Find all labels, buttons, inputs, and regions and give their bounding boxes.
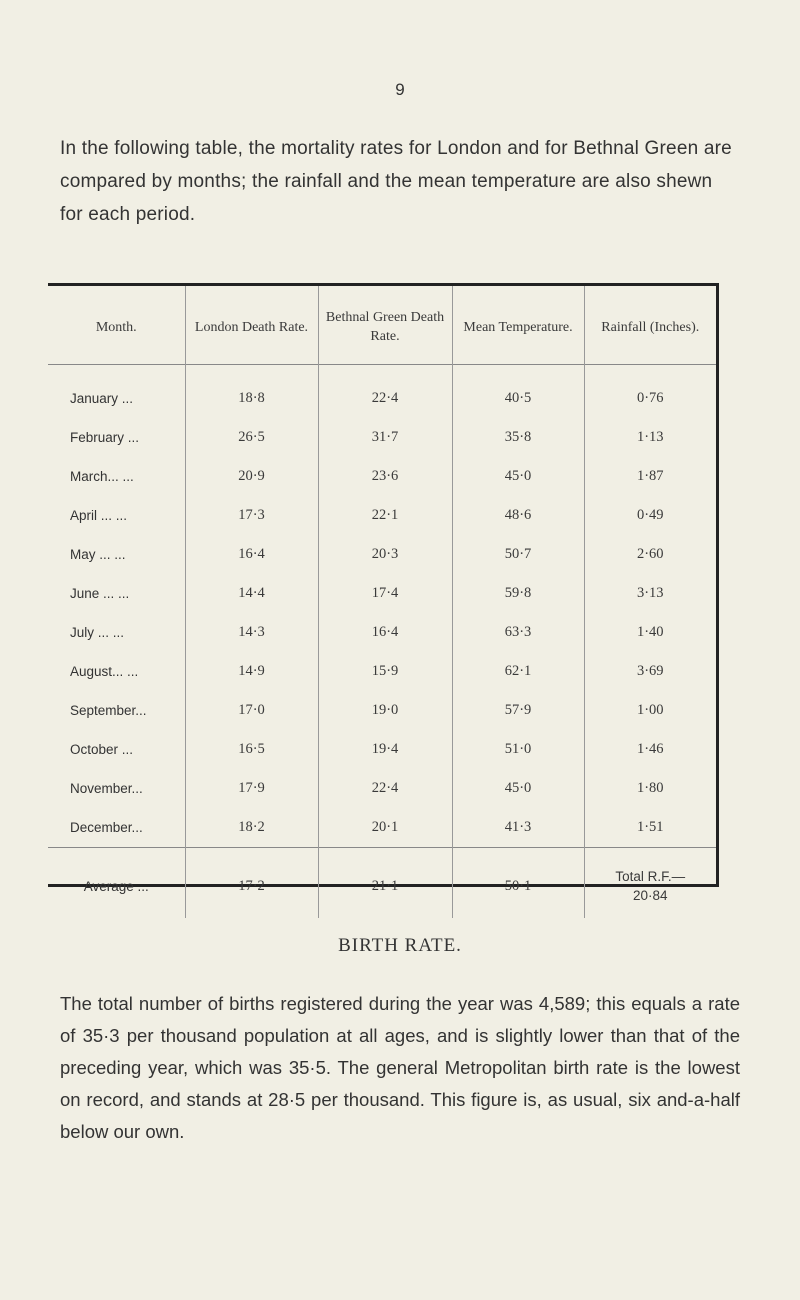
table-row (48, 691, 716, 730)
month-cell: February ... (70, 430, 140, 445)
rainfall-cell: 0·49 (584, 496, 716, 535)
bethnal-green-rate-cell: 23·6 (318, 457, 452, 496)
month-cell: September... (70, 703, 147, 718)
table-row (48, 457, 716, 496)
london-rate-cell: 18·2 (185, 808, 318, 848)
total-rainfall-value: 20·84 (632, 888, 668, 903)
average-label: Average ... (83, 878, 149, 894)
bethnal-green-rate-cell: 22·1 (318, 496, 452, 535)
temperature-cell: 45·0 (452, 457, 584, 496)
page-number: 9 (395, 80, 405, 99)
month-cell: August... ... (70, 664, 139, 679)
rainfall-cell: 1·80 (584, 769, 716, 808)
bethnal-green-rate-cell: 19·0 (318, 691, 452, 730)
intro-paragraph: In the following table, the mortality rates for London and for Bethnal Green are compared by months; the rainfall and the mean temperature are also shewn for each period. (60, 138, 732, 225)
bethnal-green-rate-cell: 19·4 (318, 730, 452, 769)
mortality-table-frame (48, 283, 719, 903)
rainfall-cell: 1·46 (584, 730, 716, 769)
average-temperature: 50·1 (452, 848, 584, 919)
month-cell: October ... (70, 742, 134, 757)
london-rate-cell: 26·5 (185, 418, 318, 457)
bethnal-green-rate-cell: 20·1 (318, 808, 452, 848)
rainfall-cell: 3·69 (584, 652, 716, 691)
rainfall-cell: 1·40 (584, 613, 716, 652)
bethnal-green-rate-cell: 20·3 (318, 535, 452, 574)
table-row (48, 535, 716, 574)
rainfall-cell: 1·51 (584, 808, 716, 848)
london-rate-cell: 14·9 (185, 652, 318, 691)
table-row (48, 613, 716, 652)
total-rainfall-label: Total R.F.— (615, 869, 686, 884)
bethnal-green-rate-cell: 31·7 (318, 418, 452, 457)
rainfall-cell: 3·13 (584, 574, 716, 613)
london-rate-cell: 16·5 (185, 730, 318, 769)
birth-rate-paragraph: The total number of births registered during the year was 4,589; this equals a rate of 35·3 per thousand population at all ages, and is slightly lower than that of the preceding year, which was 35·5. The general Metropolitan birth rate is the lowest on record, and stands at 28·5 per thousand. This figure is, as usual, six and-a-half below our own. (60, 993, 740, 1142)
table-row (48, 496, 716, 535)
london-rate-cell: 18·8 (185, 365, 318, 419)
london-rate-cell: 14·3 (185, 613, 318, 652)
header-london-death-rate: London Death Rate. (185, 286, 318, 365)
temperature-cell: 57·9 (452, 691, 584, 730)
table-row (48, 730, 716, 769)
temperature-cell: 59·8 (452, 574, 584, 613)
bethnal-green-rate-cell: 17·4 (318, 574, 452, 613)
temperature-cell: 48·6 (452, 496, 584, 535)
month-cell: July ... ... (70, 625, 125, 640)
rainfall-cell: 1·13 (584, 418, 716, 457)
london-rate-cell: 16·4 (185, 535, 318, 574)
table-row (48, 365, 716, 419)
temperature-cell: 62·1 (452, 652, 584, 691)
bethnal-green-rate-cell: 22·4 (318, 769, 452, 808)
table-row (48, 808, 716, 848)
header-month: Month. (95, 319, 137, 335)
table-row (48, 574, 716, 613)
rainfall-cell: 2·60 (584, 535, 716, 574)
rainfall-cell: 1·87 (584, 457, 716, 496)
average-london-rate: 17·2 (185, 848, 318, 919)
temperature-cell: 50·7 (452, 535, 584, 574)
table-row (48, 418, 716, 457)
rainfall-cell: 0·76 (584, 365, 716, 419)
header-mean-temperature: Mean Temperature. (452, 286, 584, 365)
month-cell: November... (70, 781, 143, 796)
month-cell: June ... ... (70, 586, 130, 601)
table-header-row (48, 286, 716, 365)
temperature-cell: 63·3 (452, 613, 584, 652)
header-bethnal-green-death-rate: Bethnal Green Death Rate. (318, 286, 452, 365)
month-cell: January ... (70, 391, 134, 406)
london-rate-cell: 20·9 (185, 457, 318, 496)
total-rainfall-cell (584, 848, 716, 919)
birth-rate-heading: BIRTH RATE. (338, 935, 462, 956)
london-rate-cell: 14·4 (185, 574, 318, 613)
temperature-cell: 40·5 (452, 365, 584, 419)
month-cell: March... ... (70, 469, 134, 484)
table-row (48, 652, 716, 691)
month-cell: May ... ... (70, 547, 126, 562)
rainfall-cell: 1·00 (584, 691, 716, 730)
london-rate-cell: 17·3 (185, 496, 318, 535)
temperature-cell: 51·0 (452, 730, 584, 769)
temperature-cell: 41·3 (452, 808, 584, 848)
mortality-table (48, 286, 716, 918)
bethnal-green-rate-cell: 16·4 (318, 613, 452, 652)
london-rate-cell: 17·0 (185, 691, 318, 730)
month-cell: April ... ... (70, 508, 128, 523)
temperature-cell: 35·8 (452, 418, 584, 457)
average-bethnal-green-rate: 21·1 (318, 848, 452, 919)
average-row (48, 848, 716, 919)
bethnal-green-rate-cell: 15·9 (318, 652, 452, 691)
header-rainfall: Rainfall (Inches). (584, 286, 716, 365)
london-rate-cell: 17·9 (185, 769, 318, 808)
temperature-cell: 45·0 (452, 769, 584, 808)
month-cell: December... (70, 820, 143, 835)
table-row (48, 769, 716, 808)
bethnal-green-rate-cell: 22·4 (318, 365, 452, 419)
